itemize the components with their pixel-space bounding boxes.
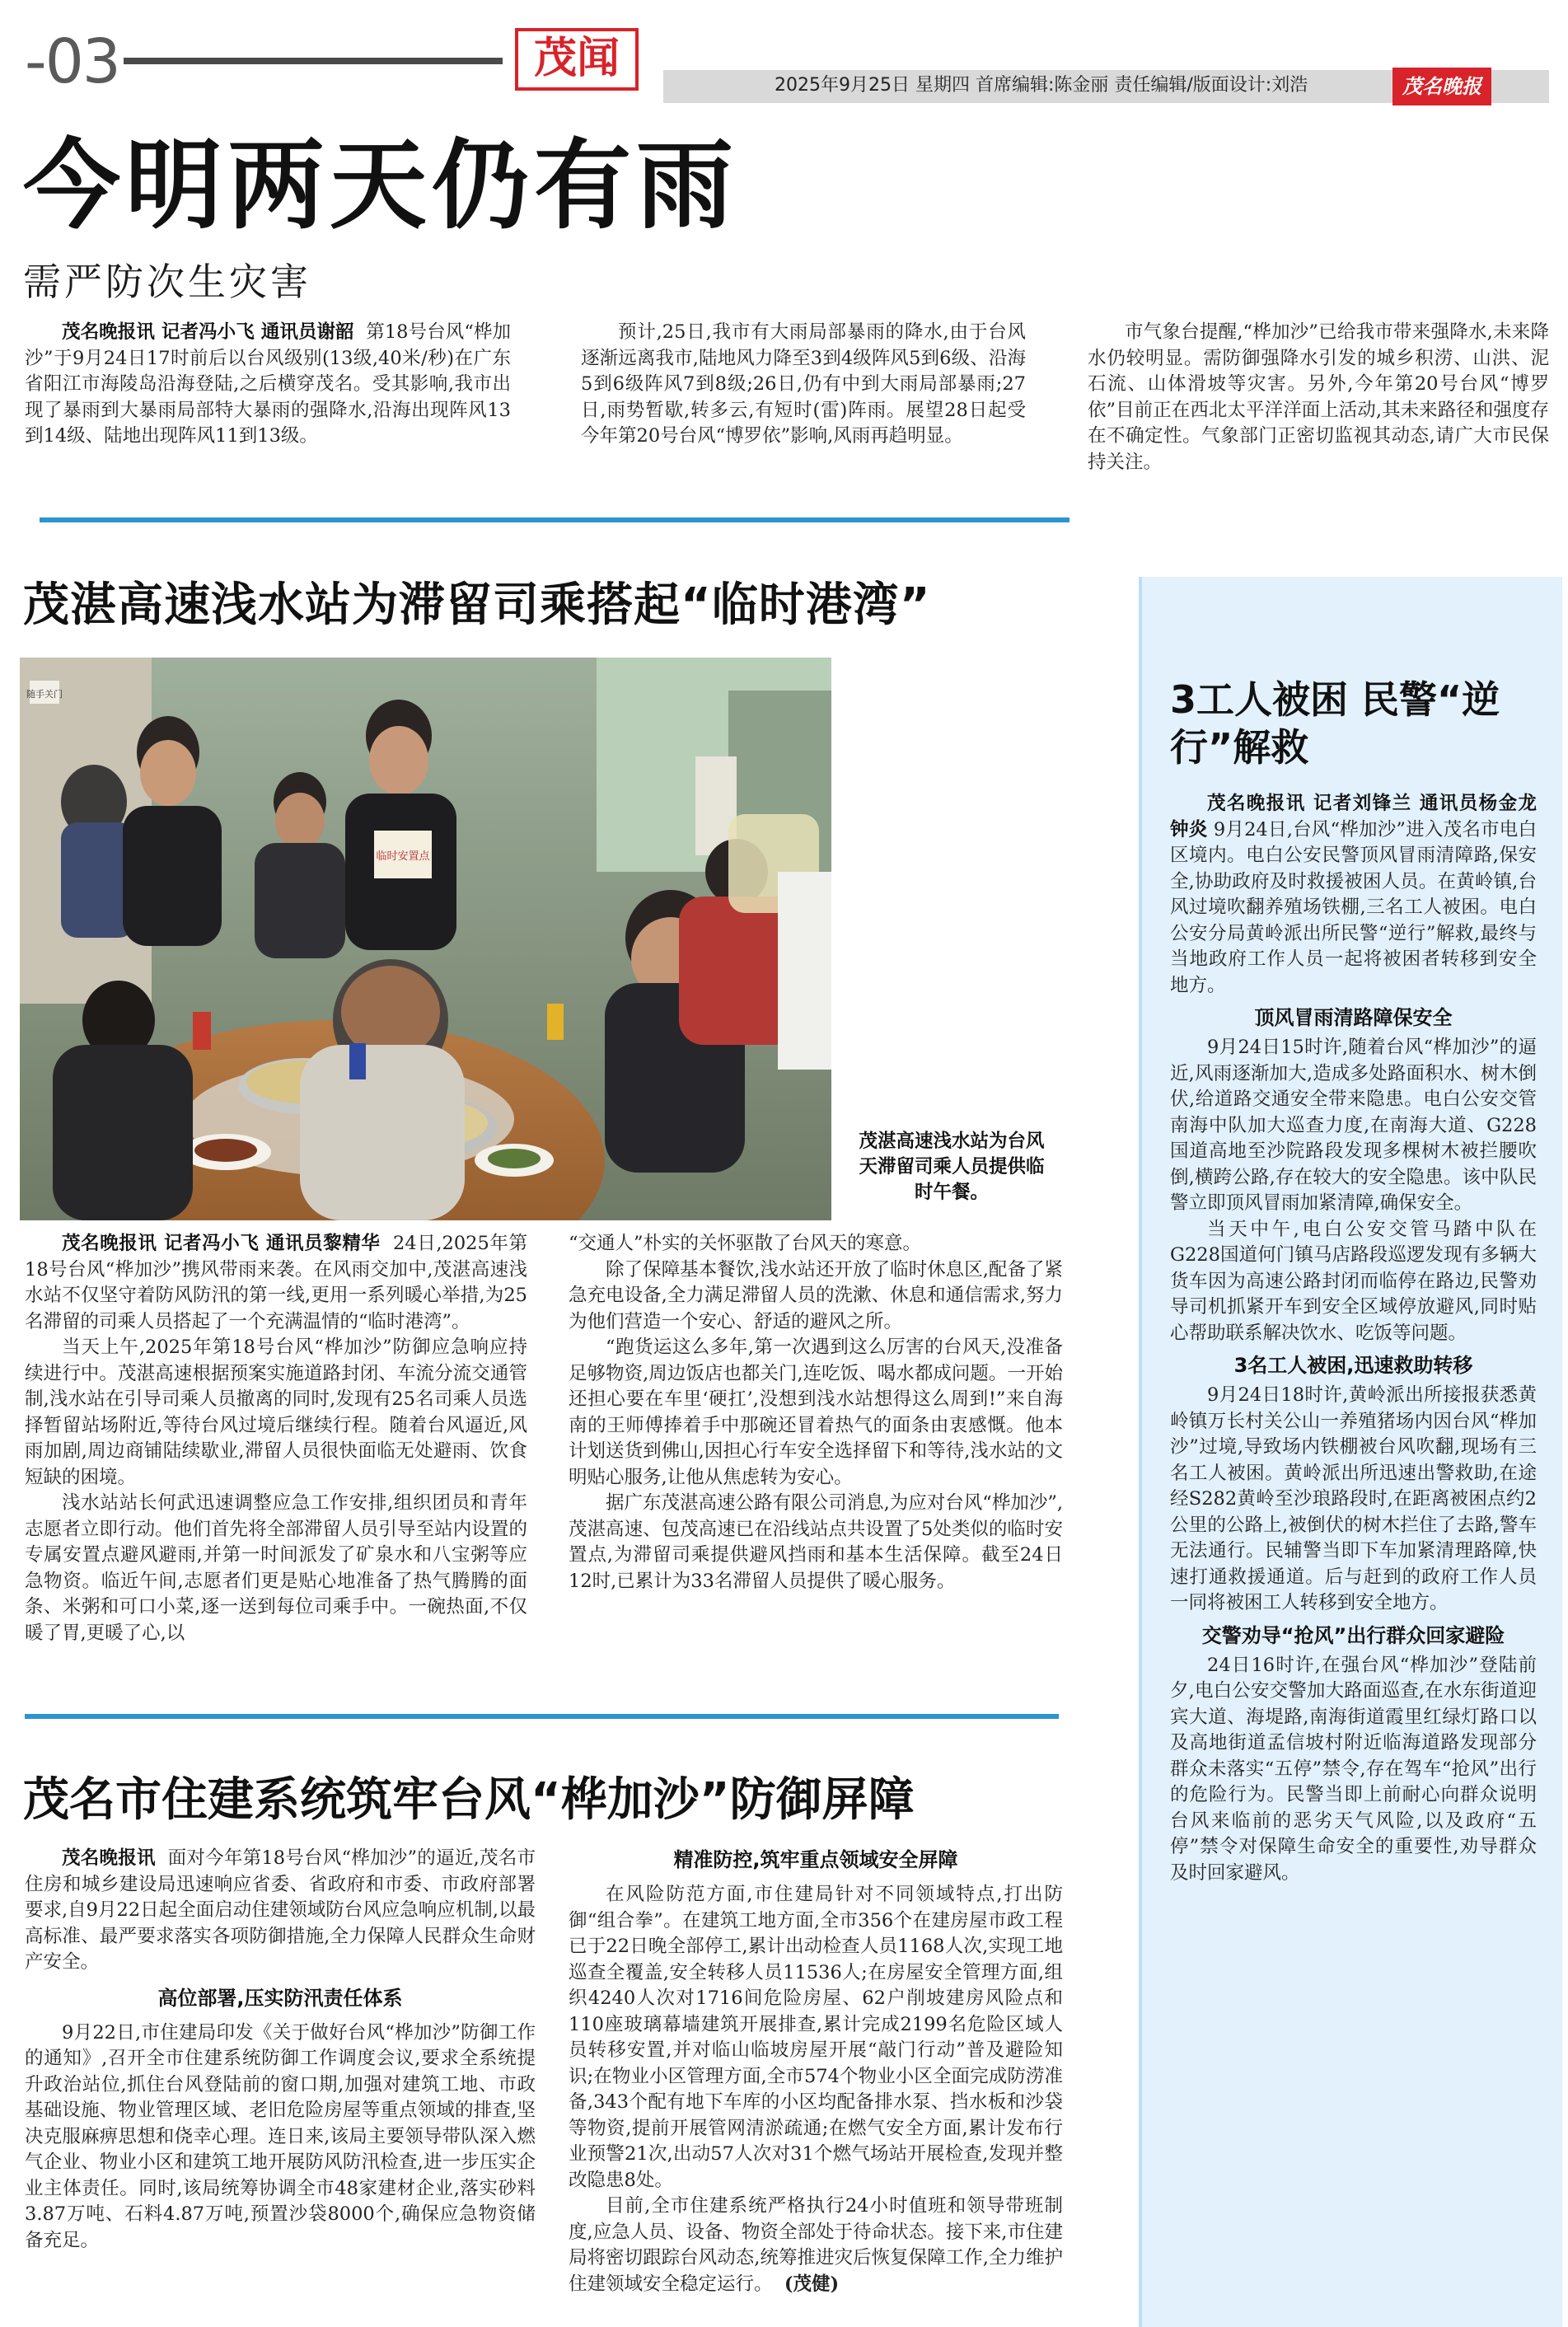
story3-headline: 茂名市住建系统筑牢台风“桦加沙”防御屏障 <box>23 1773 915 1827</box>
story2-column-2 <box>569 1231 1063 1594</box>
story2-byline: 茂名晚报讯 记者冯小飞 通讯员黎精华 <box>62 1233 381 1254</box>
story2-headline: 茂湛高速浅水站为滞留司乘搭起“临时港湾” <box>23 578 931 632</box>
story3-signoff: (茂健) <box>784 2273 840 2295</box>
story2-para-5: “跑货运这么多年,第一次遇到这么厉害的台风天,没准备足够物资,周边饭店也都关门,连吃饭、喝水都成问题。一开始还担心要在车里‘硬扛’,没想到浅水站想得这么周到!”来自海南的王师傅捧着手中那碗还冒着热气的面条由衷感慨。他本计划送货到佛山,因担心行车安全选择留下和等待,浅水站的文明贴心服务,让他从焦虑转为安心。 <box>569 1337 1063 1488</box>
sidebar-subhead-2: 3名工人被困,迅速救助转移 <box>1233 1354 1473 1377</box>
sidebar-subhead-1: 顶风冒雨清路障保安全 <box>1254 1006 1453 1029</box>
header-rule <box>124 58 503 64</box>
story2-para-2: 当天上午,2025年第18号台风“桦加沙”防御应急响应持续进行中。茂湛高速根据预案实施道路封闭、车流分流交通管制,浅水站在引导司乘人员撤离的同时,发现有25名司乘人员选择暂留站场附近,等待台风过境后继续行程。随着台风逼近,风雨加剧,周边商铺陆续歇业,滞留人员很快面临无处避雨、饮食短缺的困境。 <box>25 1337 527 1488</box>
sidebar-para-2: 当天中午,电白公安交管马踏中队在G228国道何门镇马店路段巡逻发现有多辆大货车因为高速公路封闭而临停在路边,民警劝导司机抓紧开车到安全区域停放避风,同时贴心帮助联系解决饮水、吃饭等问题。 <box>1170 1218 1537 1344</box>
sidebar-headline: 3工人被困 民警“逆行”解救 <box>1170 677 1500 770</box>
lead-subhead: 需严防次生灾害 <box>23 260 311 304</box>
sidebar-para-4: 24日16时许,在强台风“桦加沙”登陆前夕,电白公安交警加大路面巡查,在水东街道迎宾大道、海堤路,南海街道霞里红绿灯路口以及高地街道孟信坡村附近临海道路发现部分群众未落实“五停”禁令,存在驾车“抢风”出行的危险行为。民警当即上前耐心向群众说明台风来临前的恶劣天气风险,以及政府“五停”禁令对保障生命安全的重要性,劝导群众及时回家避风。 <box>1170 1654 1537 1884</box>
section-label: 茂闻 <box>515 28 639 91</box>
photo-illustration <box>20 658 831 1220</box>
story3-byline: 茂名晚报讯 <box>62 1847 156 1869</box>
lead-text-1: 第18号台风“桦加沙”于9月24日17时前后以台风级别(13级,40米/秒)在广东省阳江市海陵岛沿海登陆,之后横穿茂名。受其影响,我市出现了暴雨到大暴雨局部特大暴雨的强降水,沿海出现阵风13到14级、陆地出现阵风11到13级。 <box>25 321 512 447</box>
door-sign-text: 随手关门 <box>26 689 63 700</box>
lead-text-3: 市气象台提醒,“桦加沙”已给我市带来强降水,未来降水仍较明显。需防御强降水引发的城乡积涝、山洪、泥石流、山体滑坡等灾害。另外,今年第20号台风“博罗依”目前正在西北太平洋洋面上活动,其未来路径和强度存在不确定性。气象部门正密切监视其动态,请广大市民保持关注。 <box>1088 321 1549 473</box>
section-divider <box>40 517 1070 522</box>
lead-column-2 <box>581 320 1026 450</box>
section-divider <box>25 1714 1059 1719</box>
story3-column-2 <box>569 1846 1063 2297</box>
lead-byline: 茂名晚报讯 记者冯小飞 通讯员谢韶 <box>62 321 354 343</box>
sidebar-para-1: 9月24日15时许,随着台风“桦加沙”的逼近,风雨逐渐加大,造成多处路面积水、树木倒伏,给道路交通安全带来隐患。电白公安交管南海中队加大巡查力度,在南海大道、G228国道高地至沙院路段发现多棵树木被拦腰吹倒,横跨公路,存在较大的安全隐患。该中队民警立即顶风冒雨加紧清障,确保安全。 <box>1170 1037 1537 1214</box>
sidebar-intro: 9月24日,台风“桦加沙”进入茂名市电白区境内。电白公安民警顶风冒雨清障路,保安全,协助政府及时救援被困人员。在黄岭镇,台风过境吹翻养殖场铁棚,三名工人被困。电白公安分局黄岭派出所民警“逆行”解救,最终与当地政府工作人员一起将被困者转移到安全地方。 <box>1170 818 1537 996</box>
sidebar-byline: 茂名晚报讯 记者刘锋兰 通讯员杨金龙 钟炎 <box>1170 793 1537 840</box>
page-number: -03 <box>25 26 119 97</box>
lead-headline: 今明两天仍有雨 <box>23 129 739 242</box>
story2-para-3: 浅水站站长何武迅速调整应急工作安排,组织团员和青年志愿者立即行动。他们首先将全部滞留人员引导至站内设置的专属安置点避风避雨,并第一时间派发了矿泉水和八宝粥等应急物资。临近午间,志愿者们更是贴心地准备了热气腾腾的面条、米粥和可口小菜,逐一送到每位司乘手中。一碗热面,不仅暖了胃,更暖了心,以 <box>25 1492 527 1644</box>
photo-sign-text: 临时安置点 <box>376 850 430 863</box>
story3-para-3: 目前,全市住建系统严格执行24小时值班和领导带班制度,应急人员、设备、物资全部处于待命状态。接下来,市住建局将密切跟踪台风动态,统筹推进灾后恢复保障工作,全力维护住建领域安全稳定运行。 <box>569 2195 1063 2295</box>
story2-para-4: 除了保障基本餐饮,浅水站还开放了临时休息区,配备了紧急充电设备,全力满足滞留人员的洗漱、休息和通信需求,努力为他们营造一个安心、舒适的避风之所。 <box>569 1258 1063 1332</box>
story3-intro: 面对今年第18号台风“桦加沙”的逼近,茂名市住房和城乡建设局迅速响应省委、省政府和市委、市政府部署要求,自9月22日起全面启动住建领域防台风应急响应机制,以最高标准、最严要求落实各项防御措施,全力保障人民群众生命财产安全。 <box>25 1847 536 1973</box>
sidebar-subhead-3: 交警劝导“抢风”出行群众回家避险 <box>1201 1623 1505 1647</box>
sidebar-para-3: 9月24日18时许,黄岭派出所接报获悉黄岭镇万长村关公山一养殖猪场内因台风“桦加沙”过境,导致场内铁棚被台风吹翻,现场有三名工人被困。黄岭派出所迅速出警救助,在途经S282黄岭至沙琅路段时,在距离被困点约2公里的公路上,被倒伏的树木拦住了去路,警车无法通行。民辅警当即下车加紧清理路障,快速打通救援通道。后与赶到的政府工作人员一同将被困工人转移到安全地方。 <box>1170 1384 1537 1613</box>
photo-caption: 茂湛高速浅水站为台风天滞留司乘人员提供临时午餐。 <box>859 1131 1045 1203</box>
story2-para-3-cont: “交通人”朴实的关怀驱散了台风天的寒意。 <box>569 1233 922 1254</box>
story3-para-1: 9月22日,市住建局印发《关于做好台风“桦加沙”防御工作的通知》,召开全市住建系统防御工作调度会议,要求全系统提升政治站位,抓住台风登陆前的窗口期,加强对建筑工地、市政基础设施、物业管理区域、老旧危险房屋等重点领域的排查,坚决克服麻痹思想和侥幸心理。连日来,该局主要领导带队深入燃气企业、物业小区和建筑工地开展防风防汛检查,进一步压实企业主体责任。同时,该局统筹协调全市48家建材企业,落实砂料3.87万吨、石料4.87万吨,预置沙袋8000个,确保应急物资储备充足。 <box>25 2021 536 2251</box>
lead-column-3 <box>1088 320 1549 475</box>
masthead-logo: 茂名晚报 <box>1392 68 1491 105</box>
story3-column-1 <box>25 1846 536 2254</box>
lead-text-2: 预计,25日,我市有大雨局部暴雨的降水,由于台风逐渐远离我市,陆地风力降至3到4级阵风5到6级、沿海5到6级阵风7到8级;26日,仍有中到大雨局部暴雨;27日,雨势暂歇,转多云,有短时(雷)阵雨。展望28日起受今年第20号台风“博罗依”影响,风雨再趋明显。 <box>581 321 1026 447</box>
story3-subhead-2: 精准防控,筑牢重点领域安全屏障 <box>673 1848 958 1871</box>
news-photo <box>20 658 831 1220</box>
story2-para-1: 24日,2025年第18号台风“桦加沙”携风带雨来袭。在风雨交加中,茂湛高速浅水站不仅坚守着防风防汛的第一线,更用一系列暖心举措,为25名滞留的司乘人员搭起了一个充满温情的“临时港湾”。 <box>25 1233 528 1332</box>
story2-column-1 <box>25 1231 527 1646</box>
story3-subhead-1: 高位部署,压实防汛责任体系 <box>157 1986 403 2010</box>
story2-para-6: 据广东茂湛高速公路有限公司消息,为应对台风“桦加沙”,茂湛高速、包茂高速已在沿线站点共设置了5处类似的临时安置点,为滞留司乘提供避风挡雨和基本生活保障。截至24日12时,已累计为33名滞留人员提供了暖心服务。 <box>569 1492 1063 1592</box>
issue-meta: 2025年9月25日 星期四 首席编辑:陈金丽 责任编辑/版面设计:刘浩 <box>775 75 1308 96</box>
sidebar-body <box>1170 791 1537 1886</box>
lead-column-1 <box>25 320 511 450</box>
story3-para-2: 在风险防范方面,市住建局针对不同领域特点,打出防御“组合拳”。在建筑工地方面,全市356个在建房屋市政工程已于22日晚全部停工,累计出动检查人员1168人次,实现工地巡查全覆盖,安全转移人员11536人;在房屋安全管理方面,组织4240人次对1716间危险房屋、62户削坡建房风险点和110座玻璃幕墙建筑开展排查,累计完成2199名危险区域人员转移安置,并对临山临坡房屋开展“敲门行动”普及避险知识;在物业小区管理方面,全市574个物业小区全面完成防涝准备,343个配有地下车库的小区均配备排水泵、挡水板和沙袋等物资,提前开展管网清淤疏通;在燃气安全方面,累计发布行业预警21次,出动57人次对31个燃气场站开展检查,发现并整改隐患8处。 <box>569 1884 1063 2191</box>
